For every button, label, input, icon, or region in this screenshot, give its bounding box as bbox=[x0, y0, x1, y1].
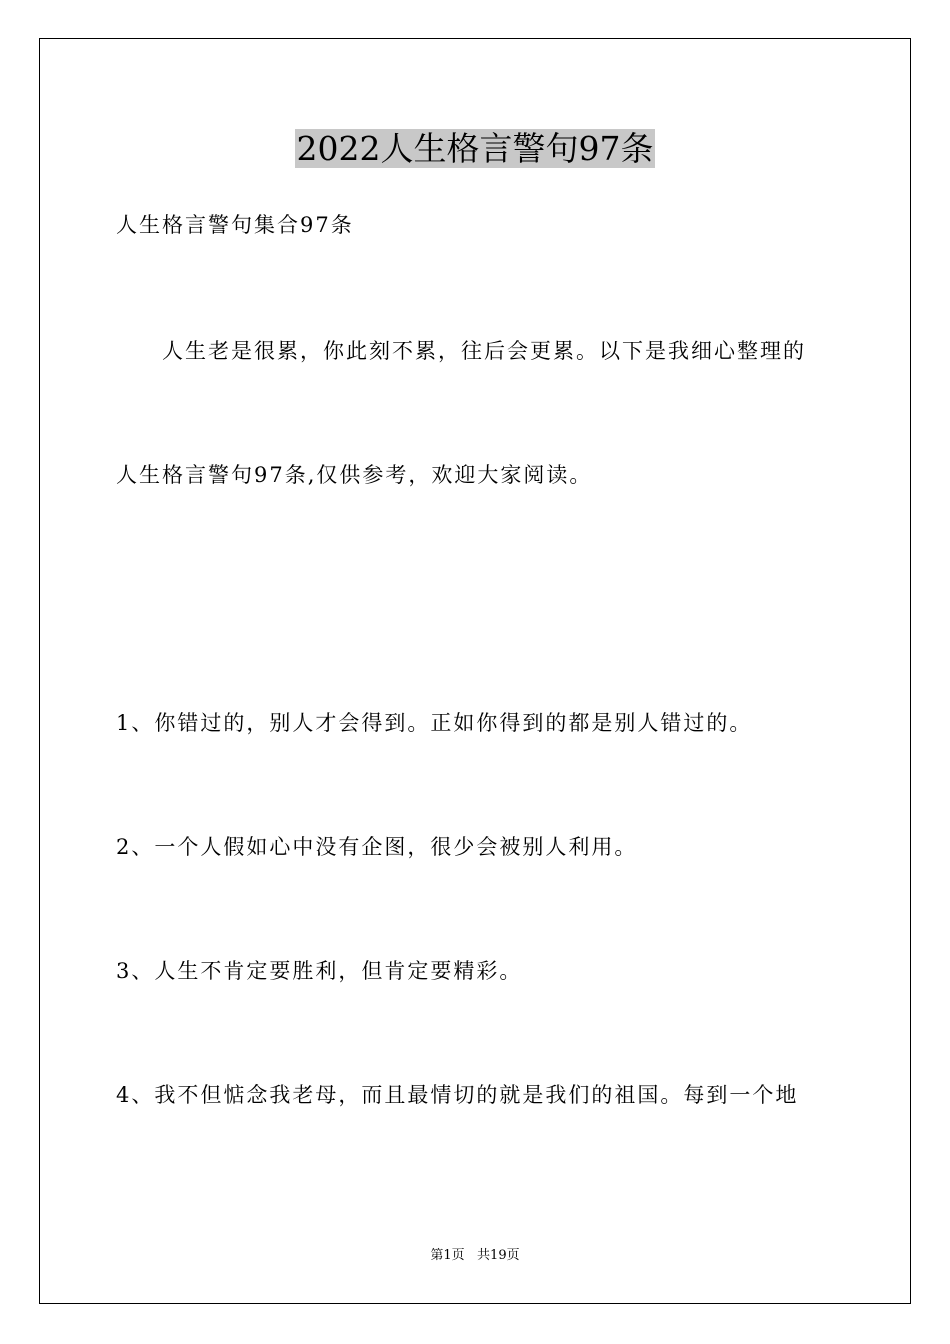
intro-paragraph-line-2: 人生格言警句97条,仅供参考，欢迎大家阅读。 bbox=[116, 463, 593, 487]
list-item: 2、一个人假如心中没有企图，很少会被别人利用。 bbox=[116, 835, 638, 859]
list-item: 4、我不但惦念我老母，而且最情切的就是我们的祖国。每到一个地 bbox=[116, 1083, 799, 1107]
list-item: 1、你错过的，别人才会得到。正如你得到的都是别人错过的。 bbox=[116, 711, 753, 735]
document-title bbox=[0, 126, 950, 172]
page-number-footer: 第1页 共19页 bbox=[430, 1248, 520, 1263]
document-title-text: 2022人生格言警句97条 bbox=[296, 129, 654, 168]
intro-paragraph-line-1: 人生老是很累，你此刻不累，往后会更累。以下是我细心整理的 bbox=[162, 339, 806, 363]
list-item: 3、人生不肯定要胜利，但肯定要精彩。 bbox=[116, 959, 523, 983]
subtitle: 人生格言警句集合97条 bbox=[116, 213, 354, 237]
